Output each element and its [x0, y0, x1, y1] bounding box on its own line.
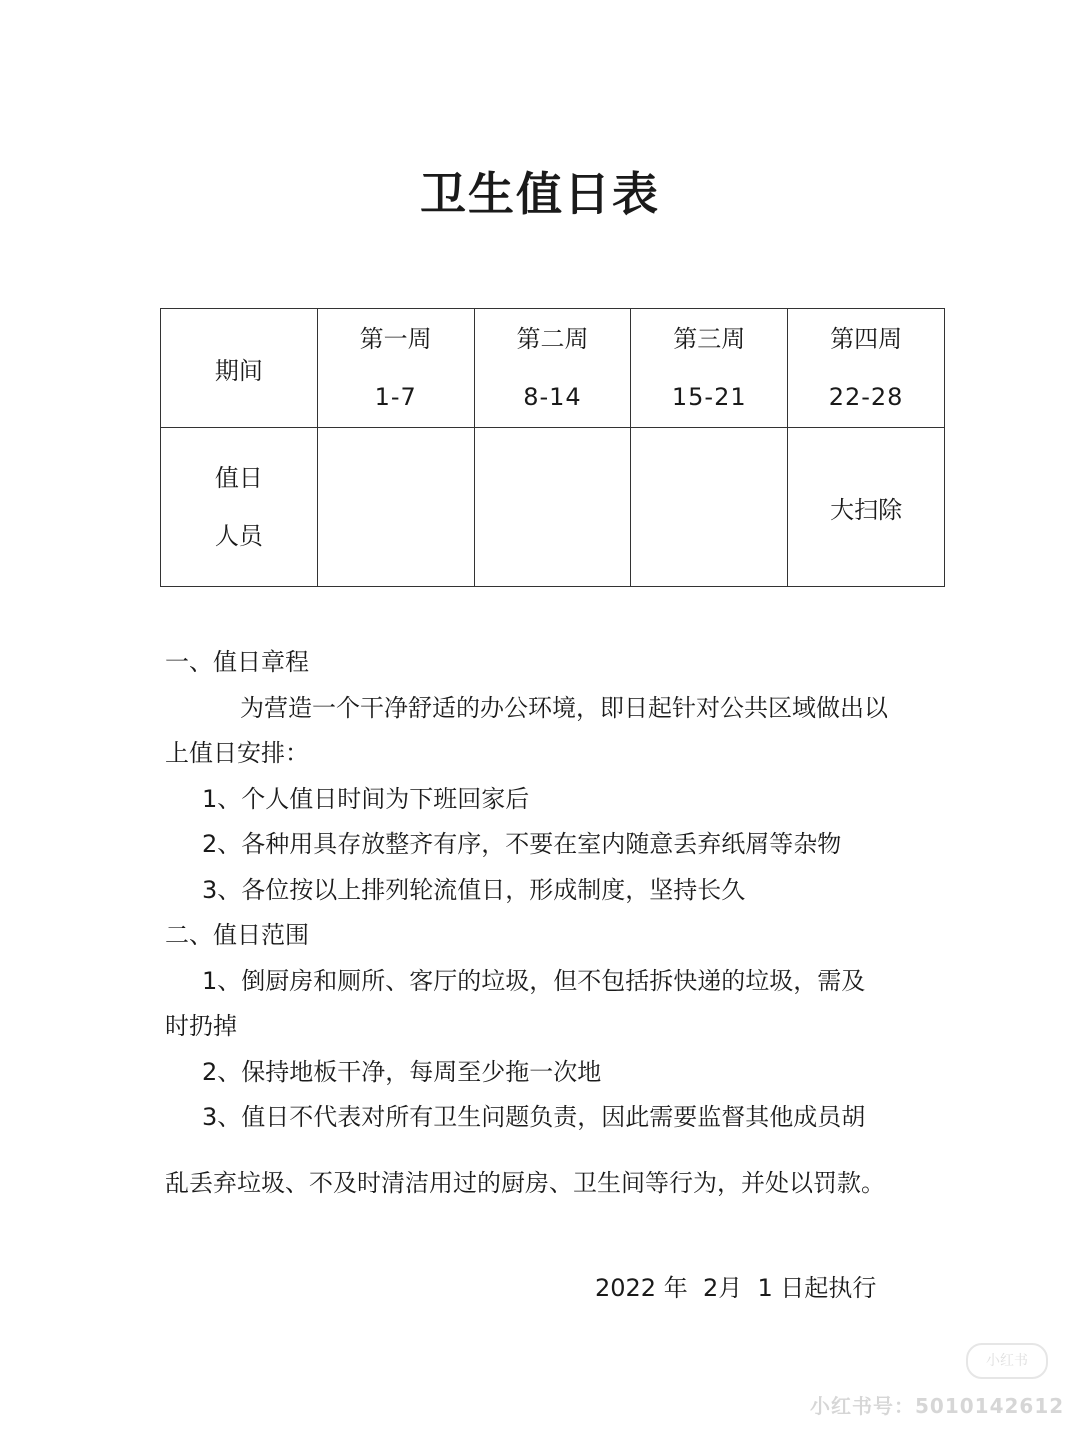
duty-cell — [474, 428, 631, 587]
week-name: 第三周 — [673, 325, 746, 353]
rule-item: 3、值日不代表对所有卫生问题负责，因此需要监督其他成员胡 — [202, 1103, 866, 1131]
paragraph-line: 为营造一个干净舒适的办公环境，即日起针对公共区域做出以 — [240, 693, 888, 722]
paragraph-line: 时扔掉 — [165, 1012, 237, 1040]
period-label-cell — [161, 309, 318, 428]
duty-rules — [165, 640, 925, 1206]
duty-cell: 大扫除 — [788, 428, 945, 587]
week-range: 8-14 — [523, 383, 582, 411]
duty-label-line2: 人员 — [214, 522, 263, 550]
rule-item: 1、倒厨房和厕所、客厅的垃圾，但不包括拆快递的垃圾，需及 — [202, 966, 866, 995]
watermark-text: 小红书号：5010142612 — [810, 1394, 1065, 1418]
week-header-cell — [631, 309, 788, 428]
paragraph-line: 乱丢弃垃圾、不及时清洁用过的厨房、卫生间等行为，并处以罚款。 — [165, 1168, 885, 1197]
effective-date: 2022 年 2月 1 日起执行 — [595, 1274, 877, 1302]
rule-item: 1、个人值日时间为下班回家后 — [202, 784, 530, 813]
rule-item: 2、保持地板干净，每周至少拖一次地 — [202, 1057, 602, 1086]
watermark-logo: 小红书 — [966, 1343, 1048, 1379]
week-header-cell — [788, 309, 945, 428]
duty-schedule-table — [160, 308, 945, 587]
period-label: 期间 — [214, 356, 263, 385]
week-range: 22-28 — [828, 383, 904, 411]
week-name: 第四周 — [830, 325, 903, 353]
paragraph-line: 上值日安排： — [165, 739, 309, 767]
week-header-cell — [474, 309, 631, 428]
week-header-cell — [317, 309, 474, 428]
duty-cell — [317, 428, 474, 587]
duty-label-line1: 值日 — [214, 464, 263, 492]
duty-cell — [631, 428, 788, 587]
document-title: 卫生值日表 — [420, 167, 660, 221]
duty-staff-row — [161, 428, 945, 587]
section-heading: 一、值日章程 — [165, 648, 309, 676]
week-range: 15-21 — [671, 383, 747, 411]
rule-item: 2、各种用具存放整齐有序，不要在室内随意丢弃纸屑等杂物 — [202, 830, 842, 858]
section-heading: 二、值日范围 — [165, 921, 309, 949]
duty-label-cell — [161, 428, 318, 587]
week-range: 1-7 — [374, 383, 417, 411]
week-name: 第一周 — [359, 325, 432, 353]
table-header-row — [161, 309, 945, 428]
rule-item: 3、各位按以上排列轮流值日，形成制度，坚持长久 — [202, 875, 746, 904]
week-name: 第二周 — [516, 325, 589, 353]
